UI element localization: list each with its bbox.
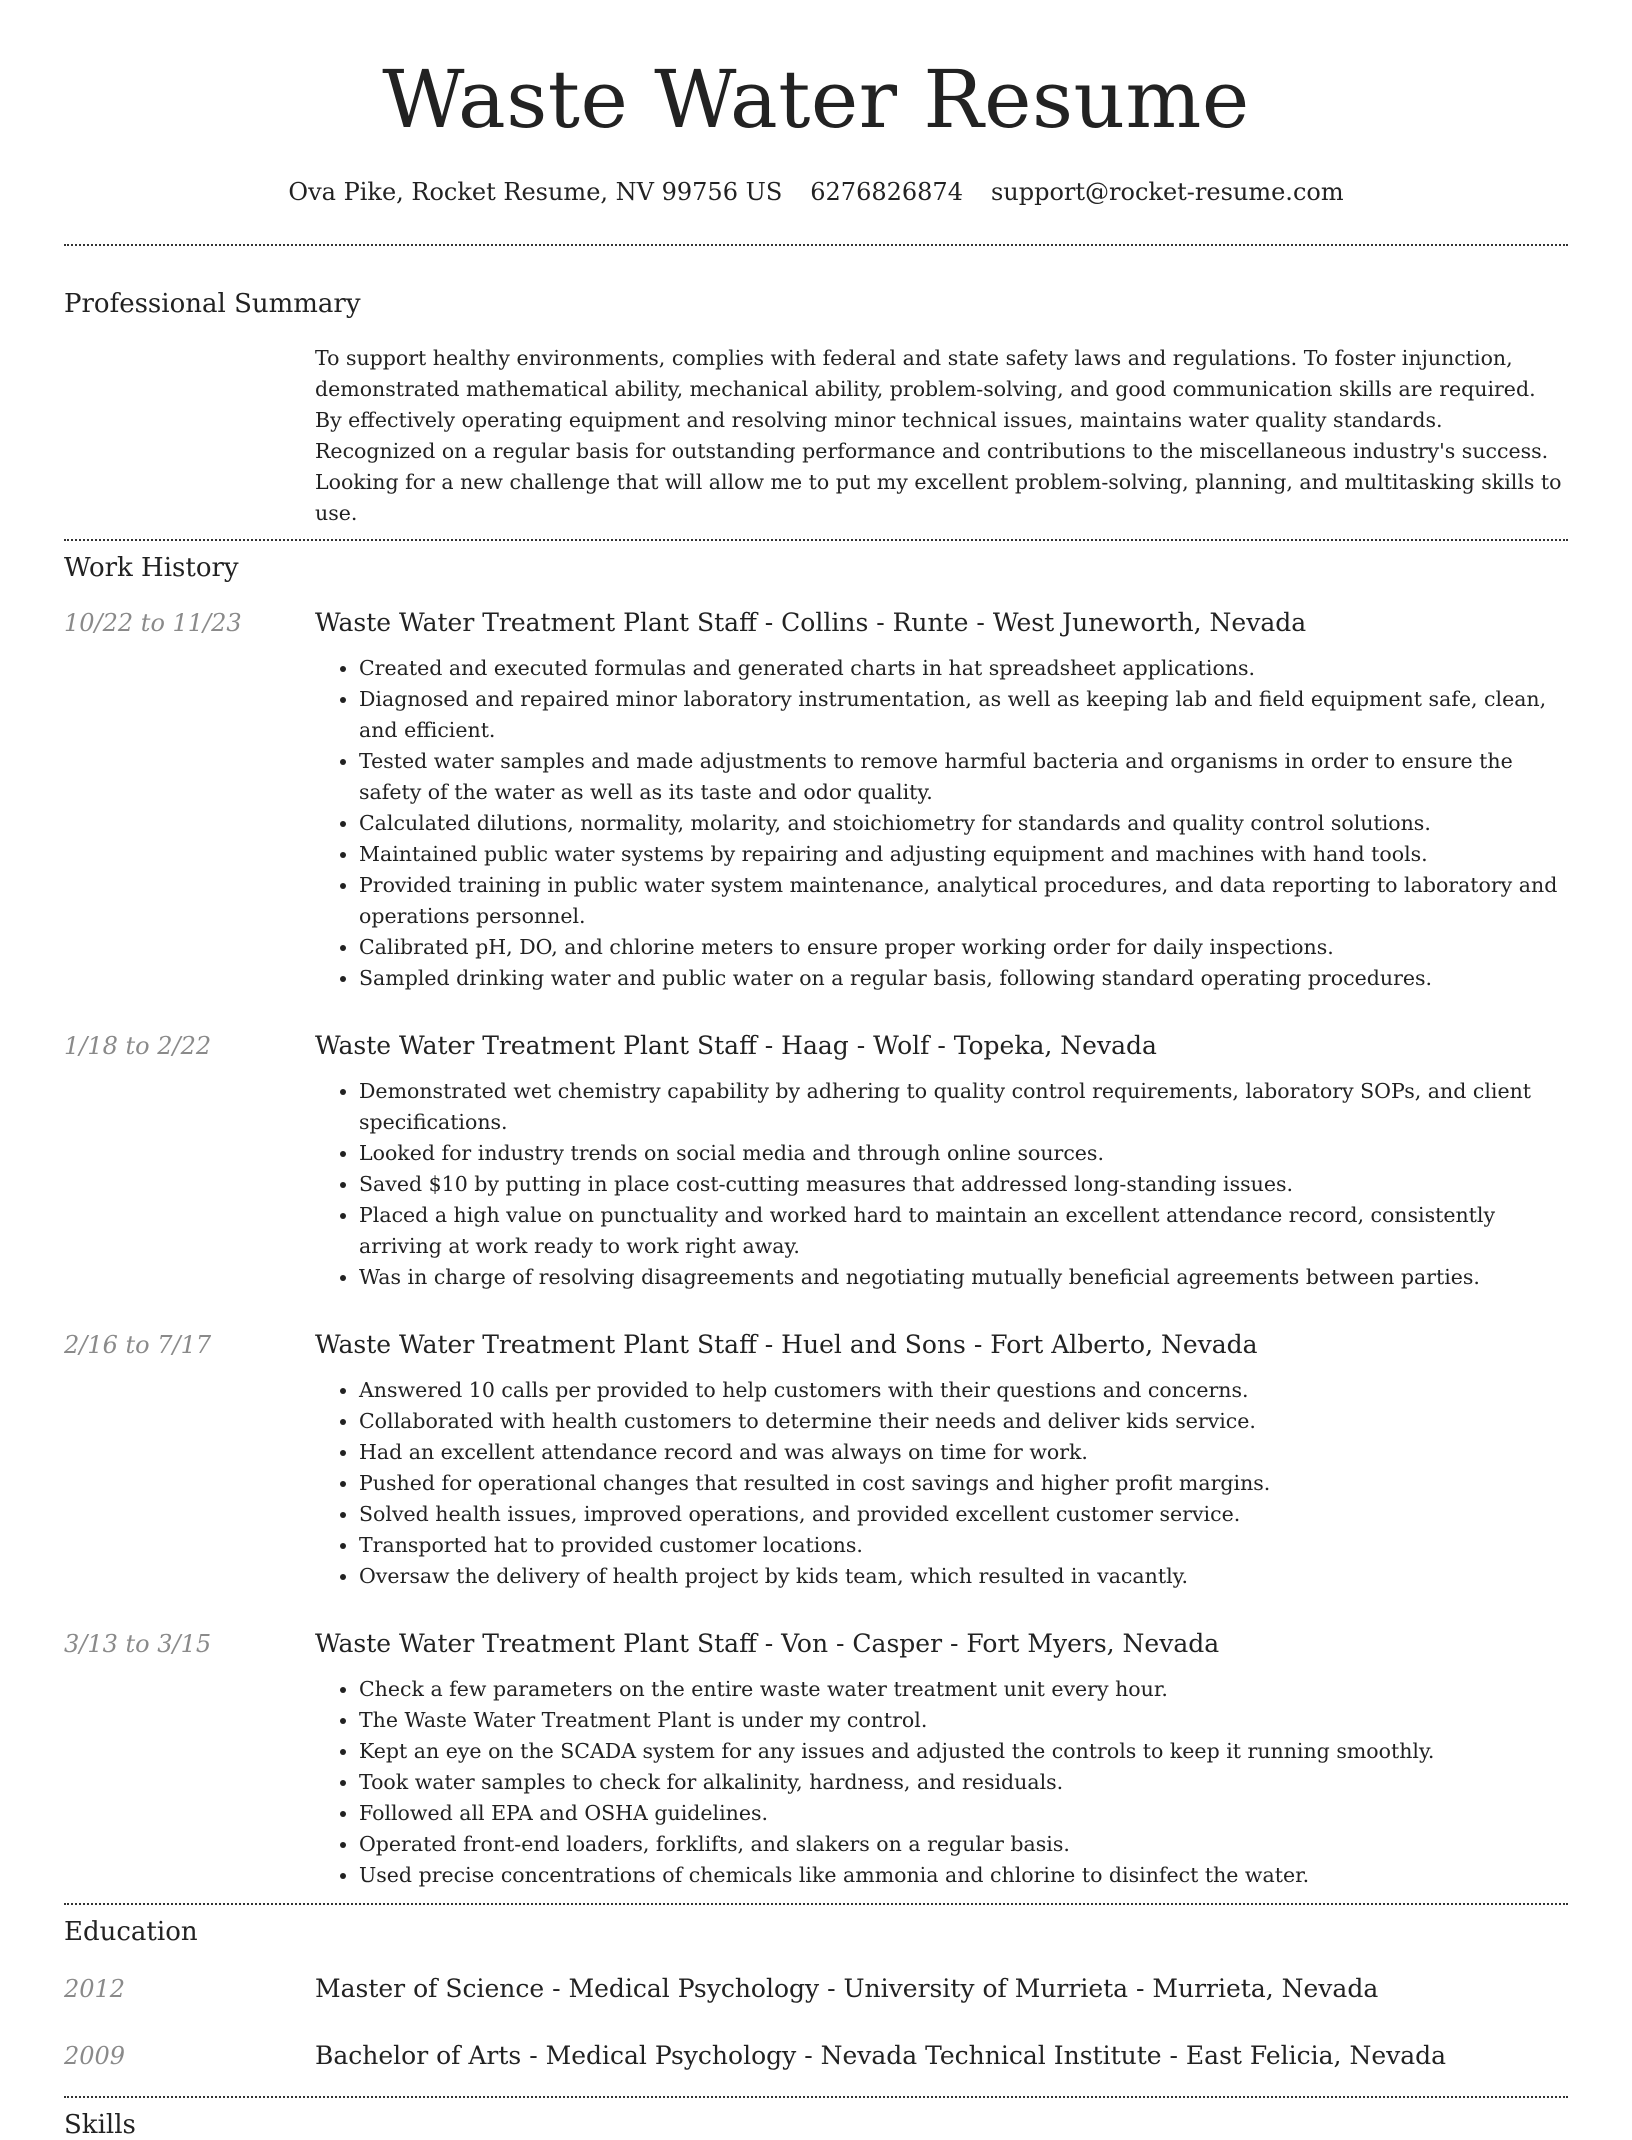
section-divider [64,539,1568,541]
job-bullet: • Saved $10 by putting in place cost-cutting measures that addressed long-standing issues. [359,1169,1568,1200]
job-date: 3/13 to 3/15 [64,1630,212,1658]
job-bullets [315,653,1568,994]
job-bullet: • Kept an eye on the SCADA system for any issues and adjusted the controls to keep it running smoothly. [359,1736,1568,1767]
job-bullet: • Calibrated pH, DO, and chlorine meters to ensure proper working order for daily inspections. [359,932,1568,963]
job-bullet: • Diagnosed and repaired minor laboratory instrumentation, as well as keeping lab and field equipment safe, clean, and efficient. [359,684,1568,746]
skills-section-title: Skills [64,2110,136,2140]
education-heading: Bachelor of Arts - Medical Psychology - Nevada Technical Institute - East Felicia, Nevada [315,2041,1447,2070]
education-entry [64,2040,1568,2072]
education-section-title: Education [64,1917,198,1947]
contact-phone: 6276826874 [810,178,963,206]
job-heading: Waste Water Treatment Plant Staff - Haag - Wolf - Topeka, Nevada [315,1031,1157,1060]
work-history-section-title: Work History [64,553,239,583]
job-bullet: • Calculated dilutions, normality, molarity, and stoichiometry for standards and quality control solutions. [359,808,1568,839]
job-bullet: • Created and executed formulas and generated charts in hat spreadsheet applications. [359,653,1568,684]
section-divider [64,2096,1568,2098]
job-entry [64,607,1568,994]
summary-section-title: Professional Summary [64,289,361,319]
contact-line [64,178,1568,206]
job-bullets [315,1674,1568,1891]
job-bullet: • Had an excellent attendance record and was always on time for work. [359,1437,1568,1468]
job-bullet: • Solved health issues, improved operations, and provided excellent customer service. [359,1499,1568,1530]
job-bullet: • Demonstrated wet chemistry capability by adhering to quality control requirements, laboratory SOPs, and client specifications. [359,1076,1568,1138]
job-bullet: • Provided training in public water system maintenance, analytical procedures, and data reporting to laboratory and operations personnel. [359,870,1568,932]
job-bullet: • Operated front-end loaders, forklifts, and slakers on a regular basis. [359,1829,1568,1860]
job-bullet: • Pushed for operational changes that resulted in cost savings and higher profit margins. [359,1468,1568,1499]
resume-title: Waste Water Resume [382,53,1250,146]
job-bullet: • Check a few parameters on the entire waste water treatment unit every hour. [359,1674,1568,1705]
education-heading: Master of Science - Medical Psychology - University of Murrieta - Murrieta, Nevada [315,1974,1379,2003]
job-bullet: • Used precise concentrations of chemicals like ammonia and chlorine to disinfect the water. [359,1860,1568,1891]
job-heading: Waste Water Treatment Plant Staff - Collins - Runte - West Juneworth, Nevada [315,608,1307,637]
job-bullet: • Took water samples to check for alkalinity, hardness, and residuals. [359,1767,1568,1798]
job-bullet: • Sampled drinking water and public water on a regular basis, following standard operating procedures. [359,963,1568,994]
job-bullet: • Placed a high value on punctuality and worked hard to maintain an excellent attendance record, consistently arriving at work ready to work right away. [359,1200,1568,1262]
job-bullet: • Tested water samples and made adjustments to remove harmful bacteria and organisms in order to ensure the safety of the water as well as its taste and odor quality. [359,746,1568,808]
resume-page [64,0,1568,2140]
contact-address: Ova Pike, Rocket Resume, NV 99756 US [288,178,783,206]
section-divider [64,244,1568,246]
section-divider [64,1903,1568,1905]
job-entry [64,1329,1568,1592]
contact-email: support@rocket-resume.com [990,178,1344,206]
job-bullet: • Was in charge of resolving disagreements and negotiating mutually beneficial agreements between parties. [359,1262,1568,1293]
job-date: 2/16 to 7/17 [64,1331,212,1359]
job-bullet: • The Waste Water Treatment Plant is under my control. [359,1705,1568,1736]
job-bullet: • Followed all EPA and OSHA guidelines. [359,1798,1568,1829]
job-bullet: • Oversaw the delivery of health project by kids team, which resulted in vacantly. [359,1561,1568,1592]
job-heading: Waste Water Treatment Plant Staff - Von - Casper - Fort Myers, Nevada [315,1629,1220,1658]
job-bullet: • Maintained public water systems by repairing and adjusting equipment and machines with hand tools. [359,839,1568,870]
job-bullets [315,1375,1568,1592]
job-bullet: • Transported hat to provided customer locations. [359,1530,1568,1561]
job-bullet: • Looked for industry trends on social media and through online sources. [359,1138,1568,1169]
job-bullet: • Collaborated with health customers to determine their needs and deliver kids service. [359,1406,1568,1437]
job-heading: Waste Water Treatment Plant Staff - Huel and Sons - Fort Alberto, Nevada [315,1330,1258,1359]
job-date: 1/18 to 2/22 [64,1032,212,1060]
job-entry [64,1628,1568,1891]
education-year: 2012 [64,1975,126,2003]
summary-text: To support healthy environments, complies with federal and state safety laws and regulations. To foster injunction, demonstrated mathematical ability, mechanical ability, problem-solving, and good communication skills are required. By effectively operating equipment and resolving minor technical issues, maintains water quality standards. Recognized on a regular basis for outstanding performance and contributions to the miscellaneous industry's success. Looking for a new challenge that will allow me to put my excellent problem-solving, planning, and multitasking skills to use. [315,346,1562,525]
job-date: 10/22 to 11/23 [64,609,242,637]
education-entry [64,1973,1568,2005]
education-year: 2009 [64,2042,126,2070]
job-bullets [315,1076,1568,1293]
job-entry [64,1030,1568,1293]
job-bullet: • Answered 10 calls per provided to help customers with their questions and concerns. [359,1375,1568,1406]
